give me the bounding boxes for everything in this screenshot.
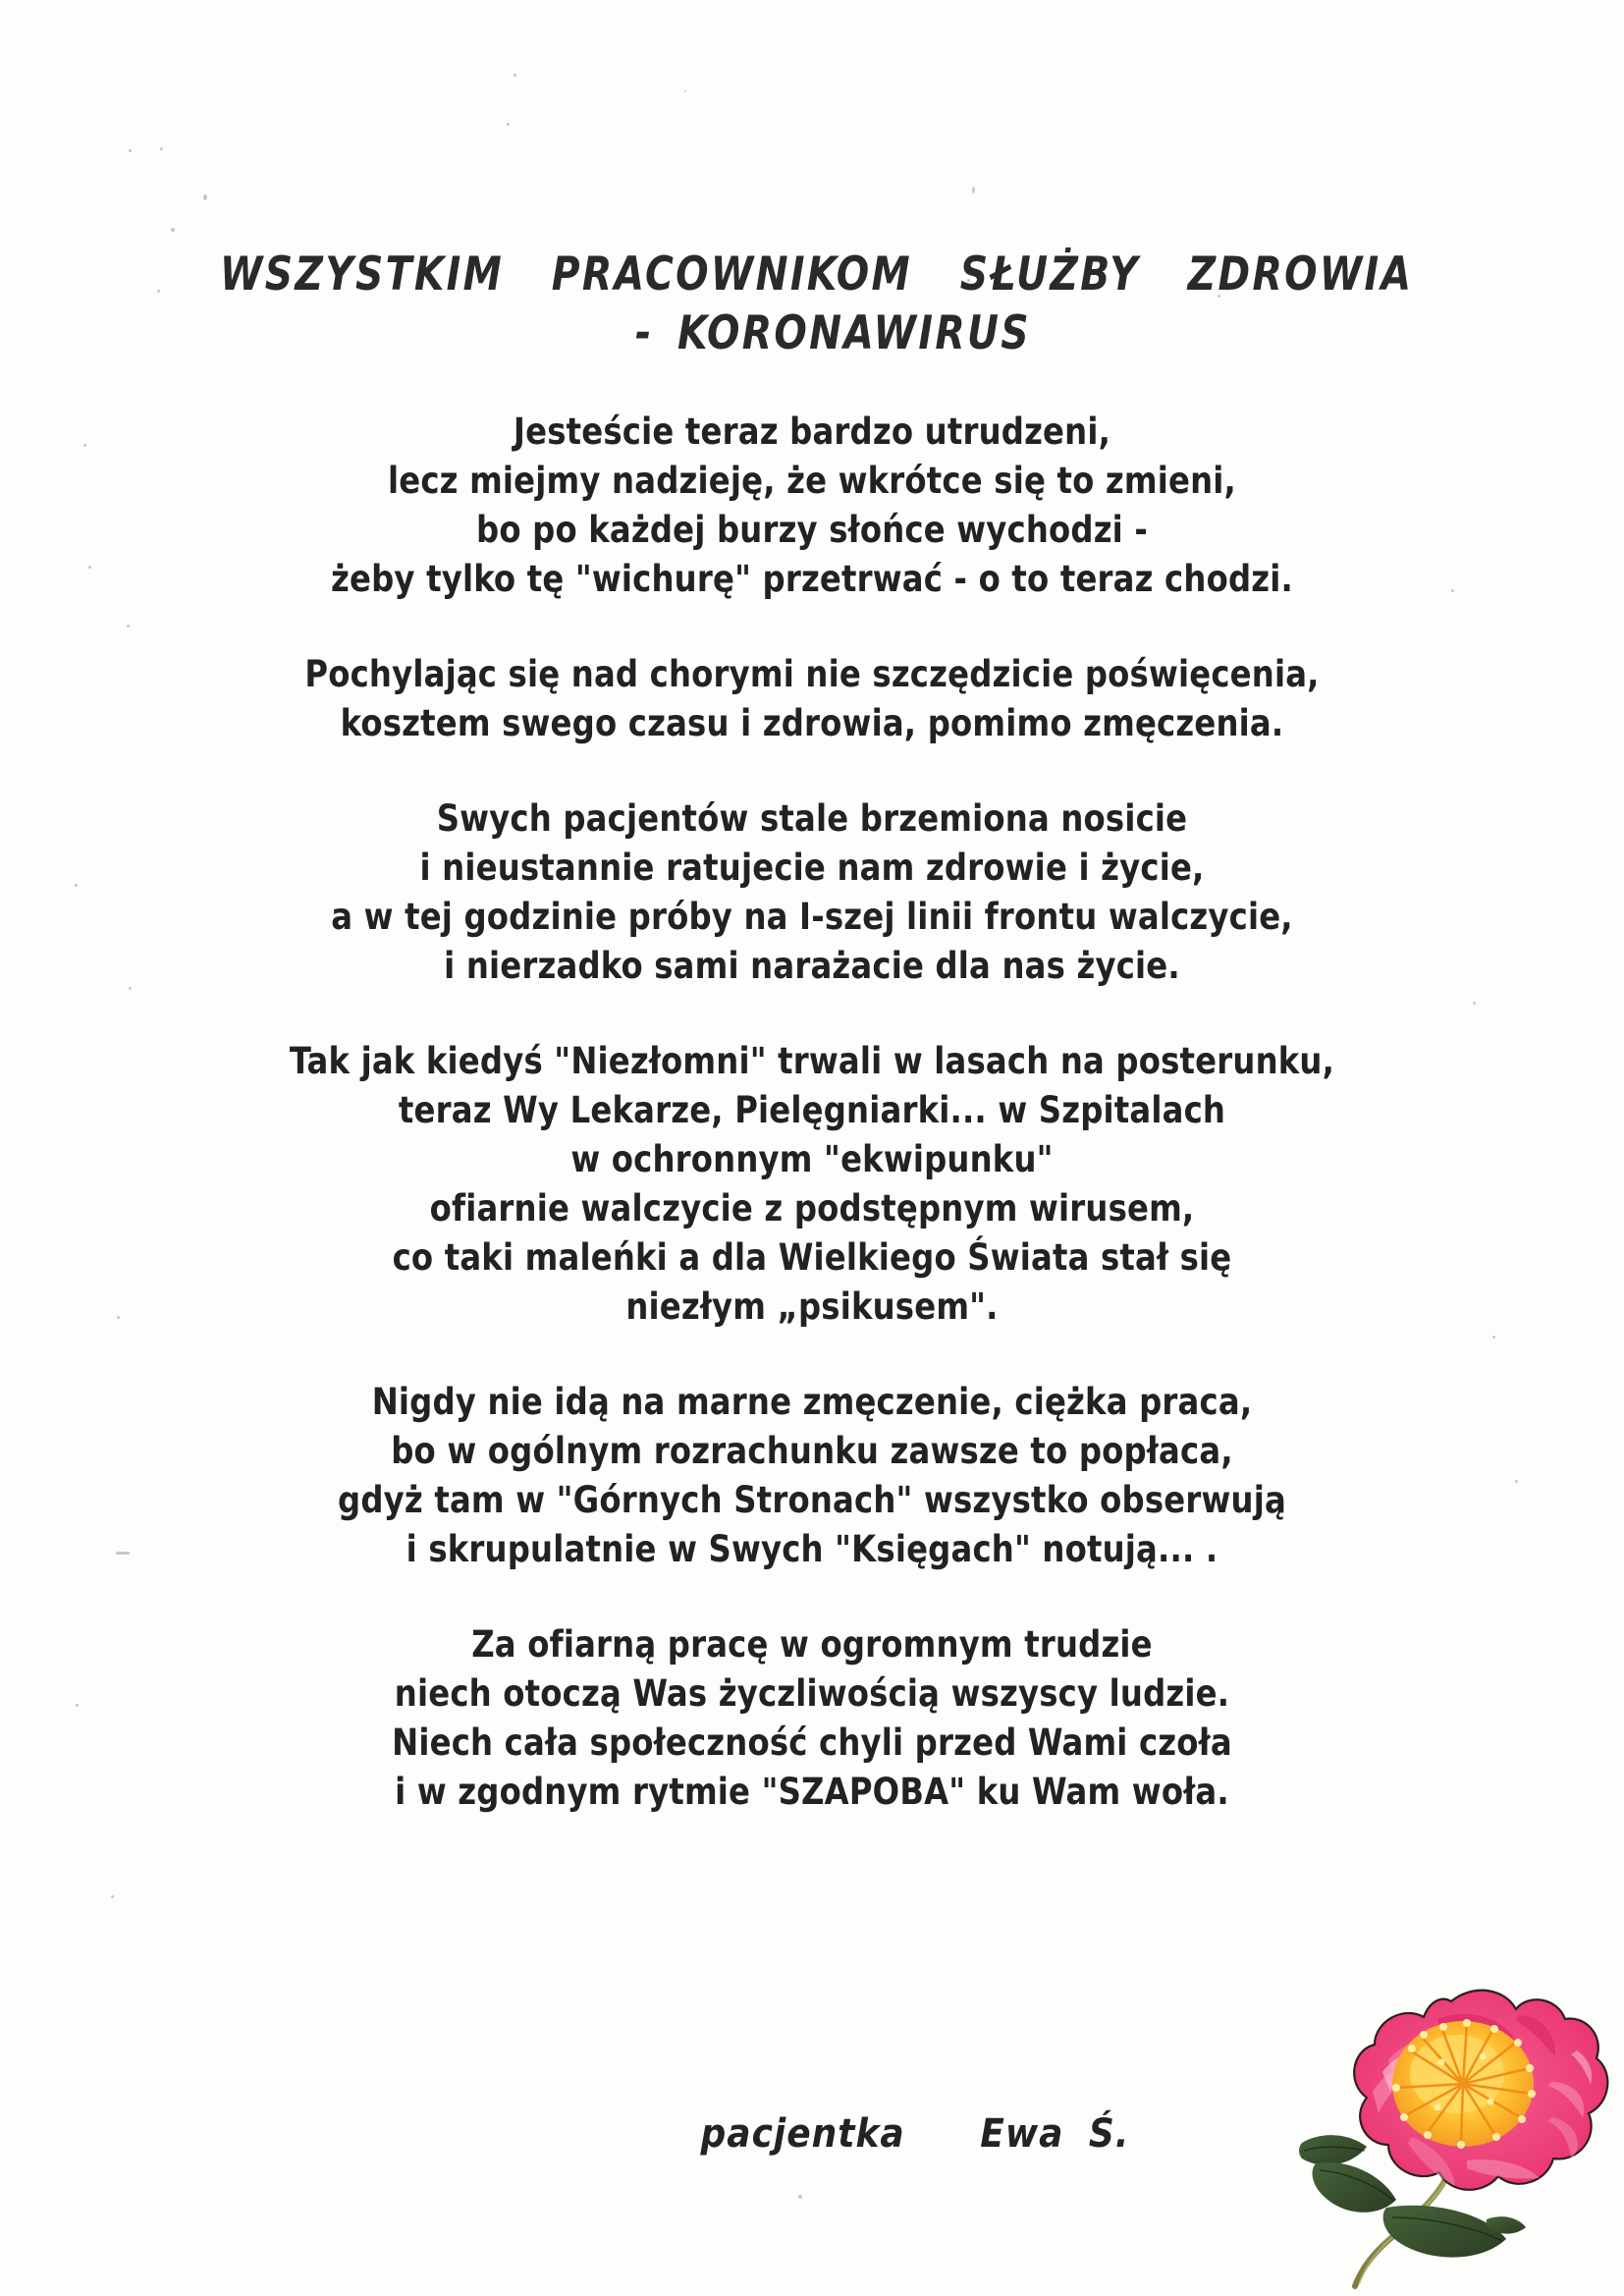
- poem-line: żeby tylko tę "wichurę" przetrwać - o to teraz chodzi.: [331, 558, 1293, 600]
- poem-line: i w zgodnym rytmie "SZAPOBA" ku Wam woła.: [395, 1771, 1229, 1813]
- poem-line: ofiarnie walczycie z podstępnym wirusem,: [429, 1187, 1195, 1230]
- poem-line: niezłym „psikusem".: [625, 1285, 999, 1328]
- poem-line: w ochronnym "ekwipunku": [570, 1138, 1054, 1180]
- scan-speck: [160, 147, 163, 150]
- poem-line: gdyż tam w "Górnych Stronach" wszystko obserwują: [338, 1479, 1286, 1521]
- scan-speck: [111, 1895, 114, 1898]
- poem-line: Tak jak kiedyś "Niezłomni" trwali w lasach na posterunku,: [289, 1040, 1335, 1082]
- flower-svg: [1294, 1925, 1618, 2296]
- poem-line: a w tej godzinie próby na I-szej linii frontu walczycie,: [331, 896, 1293, 938]
- scan-speck: [171, 228, 175, 232]
- poem-line: lecz miejmy nadzieję, że wkrótce się to zmieni,: [388, 460, 1236, 502]
- stanza-1: [0, 408, 1624, 604]
- signature-text: pacjentka Ewa Ś.: [700, 2111, 1130, 2157]
- poem-line: co taki maleńki a dla Wielkiego Świata stał się: [392, 1236, 1232, 1279]
- poem-line: i nierzadko sami narażacie dla nas życie.: [444, 945, 1180, 987]
- poem-line: i nieustannie ratujecie nam zdrowie i życie,: [419, 847, 1205, 889]
- poem-line: bo po każdej burzy słońce wychodzi -: [476, 509, 1148, 551]
- scan-speck: [129, 149, 132, 152]
- poem-line: Swych pacjentów stale brzemiona nosicie: [436, 797, 1188, 840]
- poem-line: Nigdy nie idą na marne zmęczenie, ciężka praca,: [371, 1381, 1253, 1423]
- poem-line: Pochylając się nad chorymi nie szczędzicie poświęcenia,: [304, 653, 1320, 695]
- poem-line: Za ofiarną pracę w ogromnym trudzie: [471, 1623, 1153, 1666]
- title-line-1: WSZYSTKIM PRACOWNIKOM SŁUŻBY ZDROWIA: [220, 247, 1414, 301]
- poem-line: kosztem swego czasu i zdrowia, pomimo zmęczenia.: [340, 702, 1284, 744]
- stanza-6: [0, 1620, 1624, 1817]
- title-line-2: - KORONAWIRUS: [634, 306, 1031, 361]
- poem-line: Jesteście teraz bardzo utrudzeni,: [513, 410, 1111, 453]
- page-title: [0, 246, 1624, 363]
- scan-speck: [972, 187, 975, 193]
- stanza-3: [0, 794, 1624, 991]
- poem-line: Niech cała społeczność chyli przed Wami czoła: [392, 1722, 1232, 1764]
- poem-line: teraz Wy Lekarze, Pielęgniarki... w Szpitalach: [398, 1089, 1226, 1131]
- scan-speck: [798, 2195, 802, 2199]
- scan-speck: [684, 90, 686, 92]
- scan-speck: [507, 123, 510, 126]
- poem-body: [0, 408, 1624, 1863]
- poem-line: i skrupulatnie w Swych "Księgach" notują... .: [406, 1528, 1218, 1570]
- stanza-5: [0, 1378, 1624, 1574]
- pink-peony-flower-illustration: [1294, 1925, 1618, 2296]
- stanza-2: [0, 650, 1624, 748]
- scan-speck: [203, 194, 207, 200]
- poem-line: niech otoczą Was życzliwością wszyscy ludzie.: [394, 1672, 1230, 1715]
- stanza-4: [0, 1037, 1624, 1332]
- poem-line: bo w ogólnym rozrachunku zawsze to popłaca,: [391, 1430, 1233, 1472]
- scan-speck: [514, 74, 516, 77]
